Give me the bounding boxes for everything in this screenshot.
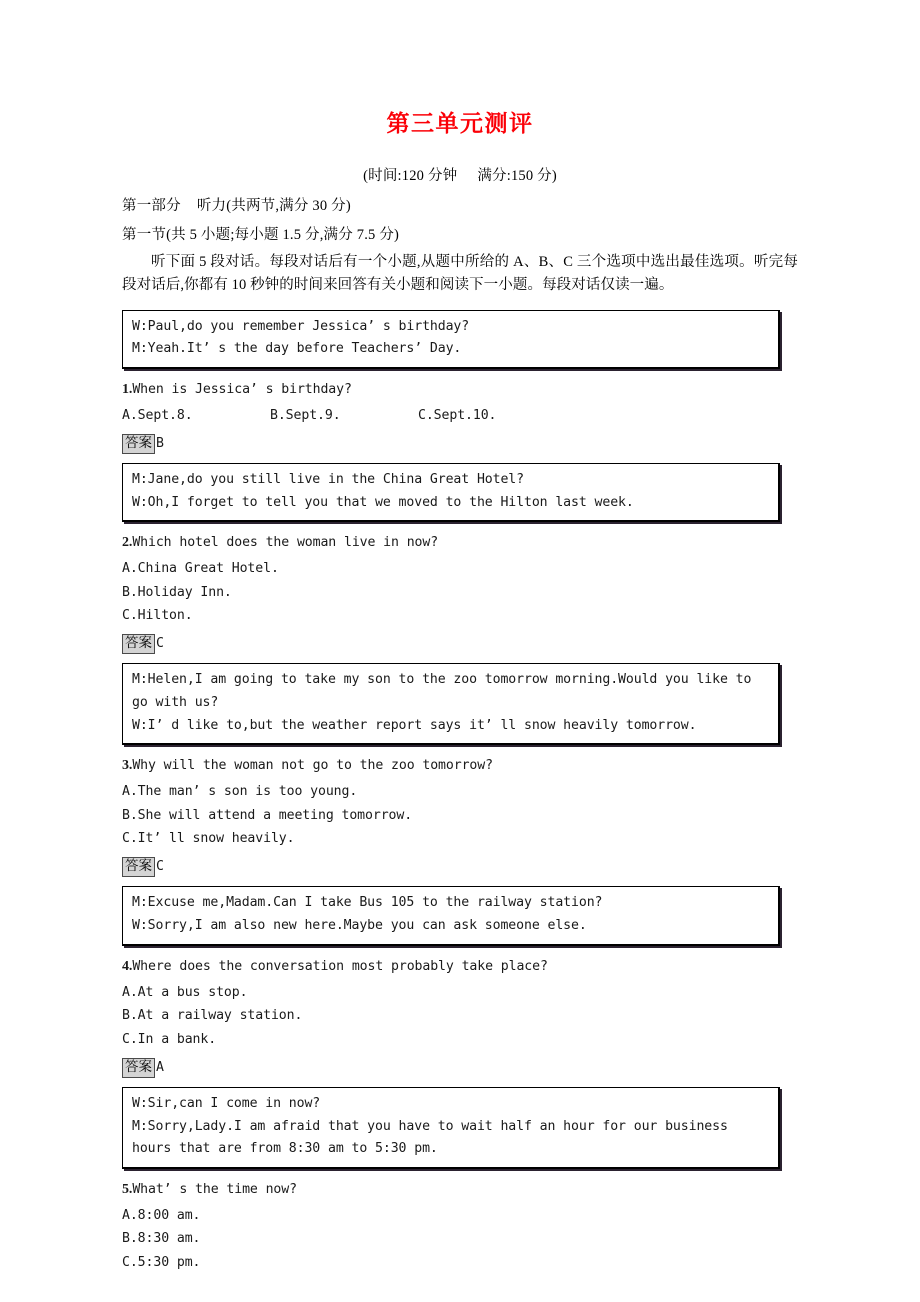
question-number: 1. <box>122 381 133 397</box>
answer-row <box>122 1056 798 1078</box>
dialogue-line: W:Sorry,I am also new here.Maybe you can ask someone else. <box>132 918 587 934</box>
section-line: 第一节(共 5 小题;每小题 1.5 分,满分 7.5 分) <box>122 226 400 243</box>
question-number: 3. <box>122 758 133 774</box>
answer-badge: 答案 <box>122 434 155 454</box>
question-block <box>122 955 798 1051</box>
question-stem <box>122 1178 798 1203</box>
question-block <box>122 378 798 427</box>
answer-badge: 答案 <box>122 857 155 877</box>
option-choice[interactable]: B.Holiday Inn. <box>122 584 232 600</box>
answer-badge: 答案 <box>122 1058 155 1078</box>
question-items-container <box>122 310 798 1275</box>
dialogue-box <box>122 463 780 522</box>
answer-value: C <box>156 636 164 652</box>
dialogue-box <box>122 310 780 369</box>
answer-value: A <box>156 1059 164 1075</box>
question-stem <box>122 378 798 403</box>
option-choice[interactable]: B.At a railway station. <box>122 1008 303 1024</box>
dialogue-box <box>122 1087 780 1169</box>
option-choice[interactable]: A.8:00 am. <box>122 1207 201 1223</box>
question-block <box>122 1178 798 1274</box>
question-stem <box>122 531 798 556</box>
options-list <box>122 780 798 851</box>
answer-value: B <box>156 435 164 451</box>
answer-row <box>122 856 798 878</box>
option-choice[interactable]: C.Sept.10. <box>418 407 497 423</box>
directions-paragraph: 听下面 5 段对话。每段对话后有一个小题,从题中所给的 A、B、C 三个选项中选出最佳选项。听完每段对话后,你都有 10 秒钟的时间来回答有关小题和阅读下一小题。每段对话仅读一遍。 <box>122 253 798 294</box>
dialogue-line: M:Yeah.It’ s the day before Teachers’ Day. <box>132 341 462 357</box>
question-stem-text: What’ s the time now? <box>132 1182 297 1197</box>
answer-row <box>122 633 798 655</box>
dialogue-line: W:Paul,do you remember Jessica’ s birthday? <box>132 318 470 334</box>
question-stem <box>122 754 798 779</box>
options-list <box>122 557 798 628</box>
dialogue-line: W:Sir,can I come in now? <box>132 1095 321 1111</box>
question-number: 2. <box>122 535 133 551</box>
part-line <box>122 194 798 215</box>
option-choice[interactable]: B.She will attend a meeting tomorrow. <box>122 807 413 823</box>
options-list <box>122 1204 798 1275</box>
answer-badge: 答案 <box>122 634 155 654</box>
exam-score-label: 满分:150 分) <box>477 167 557 184</box>
question-number: 4. <box>122 958 133 974</box>
exam-time-label: (时间:120 分钟 <box>363 167 458 184</box>
option-choice[interactable]: C.It’ ll snow heavily. <box>122 831 295 847</box>
options-list <box>122 404 798 428</box>
dialogue-line: M:Excuse me,Madam.Can I take Bus 105 to the railway station? <box>132 895 603 911</box>
dialogue-line: M:Sorry,Lady.I am afraid that you have to wait half an hour for our business hours that are from 8:30 am to 5:30 pm. <box>132 1118 728 1157</box>
dialogue-box <box>122 886 780 945</box>
dialogue-line: W:Oh,I forget to tell you that we moved to the Hilton last week. <box>132 494 634 510</box>
exam-meta-line <box>122 164 798 185</box>
dialogue-line: M:Helen,I am going to take my son to the zoo tomorrow morning.Would you like to go with us? <box>132 672 752 711</box>
options-list <box>122 981 798 1052</box>
option-choice[interactable]: A.The man’ s son is too young. <box>122 784 358 800</box>
question-block <box>122 754 798 850</box>
answer-value: C <box>156 859 164 875</box>
question-stem-text: Where does the conversation most probably take place? <box>132 958 548 974</box>
part-detail: 听力(共两节,满分 30 分) <box>196 197 351 214</box>
dialogue-line: M:Jane,do you still live in the China Great Hotel? <box>132 471 524 487</box>
option-choice[interactable]: C.Hilton. <box>122 608 193 624</box>
question-stem <box>122 955 798 980</box>
option-choice[interactable]: B.Sept.9. <box>270 407 341 423</box>
answer-row <box>122 432 798 454</box>
dialogue-line: W:I’ d like to,but the weather report says it’ ll snow heavily tomorrow. <box>132 717 697 733</box>
option-choice[interactable]: A.At a bus stop. <box>122 984 248 1000</box>
document-content <box>122 110 798 1279</box>
page-title: 第三单元测评 <box>386 110 534 137</box>
question-number: 5. <box>122 1182 133 1197</box>
question-block <box>122 531 798 627</box>
dialogue-box <box>122 663 780 745</box>
option-choice[interactable]: C.5:30 pm. <box>122 1254 201 1270</box>
option-choice[interactable]: B.8:30 am. <box>122 1231 201 1247</box>
option-choice[interactable]: A.China Great Hotel. <box>122 561 279 577</box>
question-stem-text: Which hotel does the woman live in now? <box>132 535 439 551</box>
part-label: 第一部分 <box>122 197 181 214</box>
question-stem-text: When is Jessica’ s birthday? <box>132 381 352 397</box>
question-stem-text: Why will the woman not go to the zoo tomorrow? <box>132 758 493 774</box>
option-choice[interactable]: A.Sept.8. <box>122 407 193 423</box>
option-choice[interactable]: C.In a bank. <box>122 1031 217 1047</box>
